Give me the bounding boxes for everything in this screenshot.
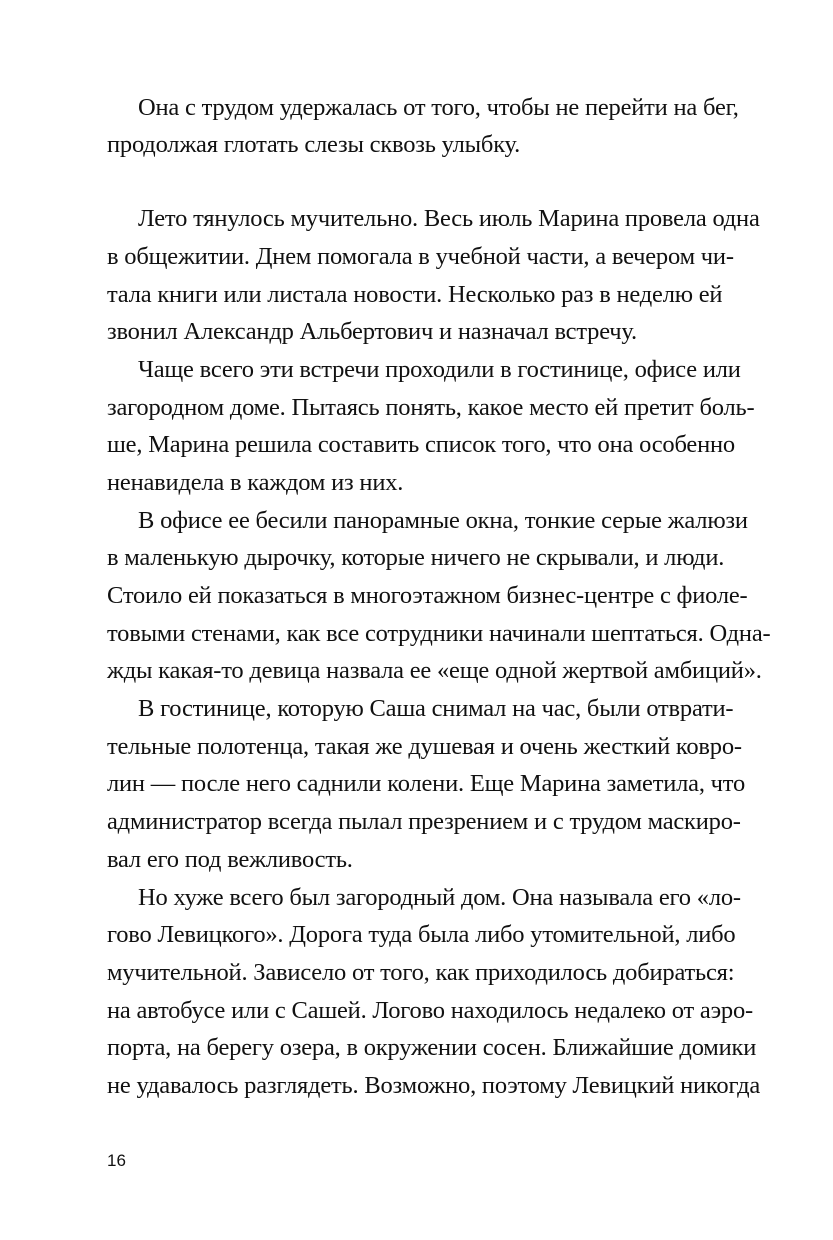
text-line: Лето тянулось мучительно. Весь июль Марина провела одна xyxy=(138,205,760,232)
text-line: в общежитии. Днем помогала в учебной части, а вечером чи- xyxy=(107,243,734,270)
text-line: в маленькую дырочку, которые ничего не скрывали, и люди. xyxy=(107,544,725,571)
text-line: ше, Марина решила составить список того, что она особенно xyxy=(107,431,735,458)
text-line: ненавидела в каждом из них. xyxy=(107,469,404,496)
text-line: вал его под вежливость. xyxy=(107,846,353,873)
text-line: загородном доме. Пытаясь понять, какое место ей претит боль- xyxy=(107,394,755,421)
text-line: на автобусе или с Сашей. Логово находилось недалеко от аэро- xyxy=(107,997,753,1024)
text-line: Чаще всего эти встречи проходили в гостинице, офисе или xyxy=(138,356,741,383)
text-line: гово Левицкого». Дорога туда была либо утомительной, либо xyxy=(107,921,736,948)
text-line: В гостинице, которую Саша снимал на час, были отврати- xyxy=(138,695,734,722)
text-line: продолжая глотать слезы сквозь улыбку. xyxy=(107,131,521,158)
text-line: В офисе ее бесили панорамные окна, тонкие серые жалюзи xyxy=(138,507,748,534)
text-line: Стоило ей показаться в многоэтажном бизнес-центре с фиоле- xyxy=(107,582,748,609)
text-line: мучительной. Зависело от того, как приходилось добираться: xyxy=(107,959,735,986)
text-line: лин — после него саднили колени. Еще Марина заметила, что xyxy=(107,770,746,797)
text-line: не удавалось разглядеть. Возможно, поэтому Левицкий никогда xyxy=(107,1072,761,1099)
text-line: тала книги или листала новости. Несколько раз в неделю ей xyxy=(107,281,723,308)
text-line: жды какая-то девица назвала ее «еще одной жертвой амбиций». xyxy=(107,657,762,684)
text-line: администратор всегда пылал презрением и с трудом маскиро- xyxy=(107,808,741,835)
text-line: звонил Александр Альбертович и назначал встречу. xyxy=(107,318,637,345)
page-number: 16 xyxy=(107,1151,126,1170)
text-line: тельные полотенца, такая же душевая и очень жесткий ковро- xyxy=(107,733,742,760)
text-line: порта, на берегу озера, в окружении сосен. Ближайшие домики xyxy=(107,1034,757,1061)
text-line: Она с трудом удержалась от того, чтобы не перейти на бег, xyxy=(138,94,739,121)
text-line: Но хуже всего был загородный дом. Она называла его «ло- xyxy=(138,884,741,911)
text-line: товыми стенами, как все сотрудники начинали шептаться. Одна- xyxy=(107,620,771,647)
